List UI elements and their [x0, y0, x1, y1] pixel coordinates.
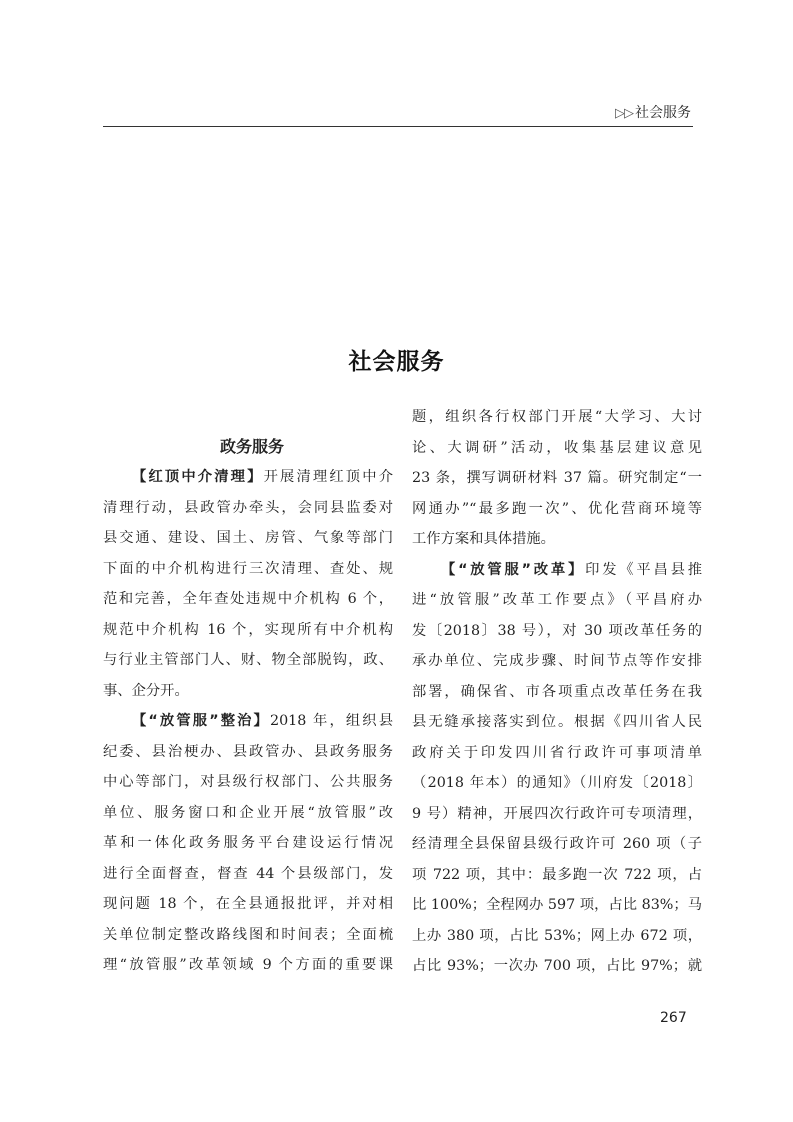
text-line: 中心等部门，对县级行权部门、公共服务 — [103, 774, 393, 790]
double-triangle-icon: ▷▷ — [615, 106, 633, 121]
text-line: 项 722 项，其中：最多跑一次 722 项，占 — [412, 866, 702, 883]
paragraph-red-top-intermediary — [103, 462, 393, 706]
text-line: 进“放管服”改革工作要点》（平昌府办 — [412, 592, 702, 608]
chapter-title: 社会服务 — [348, 348, 445, 375]
text-line: 现问题 18 个，在全县通报批评，并对相 — [103, 896, 393, 912]
text-line: 【“放管服”改革】印发《平昌县推 — [441, 561, 703, 578]
left-column — [103, 432, 393, 981]
text-line: 经清理全县保留县级行政许可 260 项（子 — [412, 836, 702, 852]
text-line: 纪委、县治梗办、县政管办、县政务服务 — [103, 743, 393, 760]
header-section-label — [615, 102, 691, 122]
text-line: 县无缝承接落实到位。根据《四川省人民 — [412, 714, 702, 730]
text-line: 承办单位、完成步骤、时间节点等作安排 — [412, 653, 702, 669]
text-line: 单位、服务窗口和企业开展“放管服”改 — [103, 804, 393, 821]
text-line: （2018 年本）的通知》（川府发〔2018〕 — [412, 775, 702, 791]
text-line: 部署，确保省、市各项重点改革任务在我 — [412, 683, 702, 700]
text-line: 革和一体化政务服务平台建设运行情况 — [103, 835, 393, 851]
text-line: 清理行动，县政管办牵头，会同县监委对 — [103, 499, 393, 516]
text-line: 县交通、建设、国土、房管、气象等部门 — [103, 530, 393, 546]
section-heading: 政务服务 — [219, 437, 284, 456]
text-line: 范和完善，全年查处违规中介机构 6 个， — [103, 591, 393, 607]
paragraph-fangguanfu-rectification — [103, 706, 393, 981]
text-line: 进行全面督查，督查 44 个县级部门，发 — [103, 865, 393, 882]
text-line: 比 100%；全程网办 597 项，占比 83%；马 — [412, 897, 702, 913]
paragraph-keyword: 【“放管服”整治】 — [132, 713, 270, 729]
text-line: 理“放管服”改革领域 9 个方面的重要课 — [103, 957, 393, 973]
paragraph-fangguanfu-rectification-continued — [412, 402, 702, 555]
text-line: 论、大调研”活动，收集基层建议意见 — [412, 439, 702, 456]
text-line: 政府关于印发四川省行政许可事项清单 — [412, 744, 702, 761]
paragraph-keyword: 【“放管服”改革】 — [441, 561, 586, 578]
paragraph-fangguanfu-reform — [412, 555, 702, 982]
text-line: 工作方案和具体措施。 — [412, 531, 555, 547]
text-line: 关单位制定整改路线图和时间表；全面梳 — [103, 926, 393, 943]
running-header — [103, 100, 693, 127]
text-line: 【“放管服”整治】2018 年，组织县 — [132, 713, 393, 729]
text-line: 事、企分开。 — [103, 682, 189, 699]
text-line: 与行业主管部门人、财、物全部脱钩，政、 — [103, 652, 393, 668]
text-line: 【红顶中介清理】开展清理红顶中介 — [132, 469, 394, 485]
header-section-text: 社会服务 — [635, 105, 691, 121]
text-line: 占比 93%；一次办 700 项，占比 97%；就 — [412, 958, 702, 974]
text-line: 规范中介机构 16 个，实现所有中介机构 — [103, 621, 393, 638]
paragraph-keyword: 【红顶中介清理】 — [132, 469, 264, 485]
right-column — [412, 402, 702, 982]
text-line: 网通办”“最多跑一次”、优化营商环境等 — [412, 500, 702, 517]
page-number: 267 — [660, 1010, 687, 1026]
text-line: 下面的中介机构进行三次清理、查处、规 — [103, 560, 393, 577]
text-line: 发〔2018〕38 号），对 30 项改革任务的 — [412, 622, 702, 639]
text-line: 23 条，撰写调研材料 37 篇。研究制定“一 — [412, 470, 702, 486]
text-line: 上办 380 项，占比 53%；网上办 672 项， — [412, 927, 702, 944]
text-line: 9 号）精神，开展四次行政许可专项清理， — [412, 805, 702, 822]
text-line: 题，组织各行权部门开展“大学习、大讨 — [412, 409, 702, 425]
